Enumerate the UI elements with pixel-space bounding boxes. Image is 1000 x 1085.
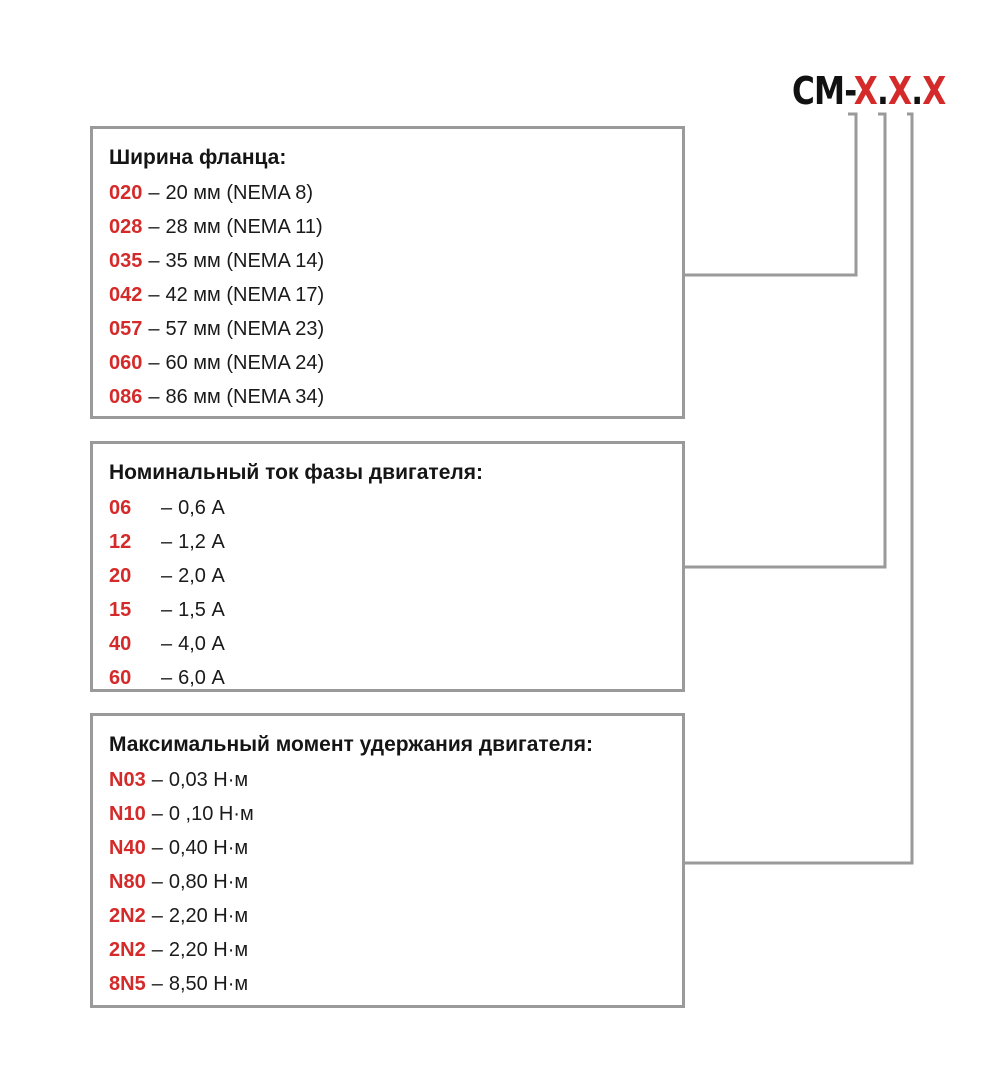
model-code (792, 69, 946, 113)
model-code-dot-2: . (911, 69, 923, 113)
model-code-var-torque: X (922, 69, 946, 113)
holding-torque-item-separator: – (151, 837, 163, 859)
connector-torque (685, 114, 912, 863)
phase-current-item-separator: – (161, 565, 173, 587)
flange-width-item-code: 042 (109, 284, 143, 306)
holding-torque-item-separator: – (151, 905, 163, 927)
phase-current-item (109, 525, 666, 559)
phase-current-title: Номинальный ток фазы двигателя: (109, 461, 483, 484)
phase-current-item-separator: – (161, 531, 173, 553)
phase-current-list (109, 491, 666, 695)
phase-current-item-code: 60 (109, 667, 132, 689)
phase-current-item (109, 491, 666, 525)
flange-width-item-code: 020 (109, 182, 143, 204)
flange-width-item-description: 20 мм (NEMA 8) (165, 182, 314, 204)
holding-torque-item-description: 2,20 Н·м (168, 905, 249, 927)
flange-width-list (109, 176, 666, 414)
flange-width-box (90, 126, 685, 419)
holding-torque-item (109, 763, 666, 797)
phase-current-item-separator: – (161, 497, 173, 519)
holding-torque-item (109, 967, 666, 1001)
flange-width-item-separator: – (148, 182, 160, 204)
holding-torque-item (109, 797, 666, 831)
holding-torque-item (109, 831, 666, 865)
flange-width-item-separator: – (148, 216, 160, 238)
model-code-prefix: CM- (792, 69, 854, 113)
flange-width-item-code: 057 (109, 318, 143, 340)
flange-width-title: Ширина фланца: (109, 146, 287, 169)
flange-width-item-code: 060 (109, 352, 143, 374)
phase-current-item-separator: – (161, 599, 173, 621)
flange-width-item-description: 60 мм (NEMA 24) (165, 352, 325, 374)
flange-width-item-code: 035 (109, 250, 143, 272)
phase-current-item-code: 15 (109, 599, 132, 621)
phase-current-item-separator: – (161, 667, 173, 689)
phase-current-box (90, 441, 685, 692)
flange-width-item-separator: – (148, 284, 160, 306)
flange-width-item-description: 57 мм (NEMA 23) (165, 318, 325, 340)
holding-torque-item-description: 8,50 Н·м (168, 973, 249, 995)
holding-torque-item-code: 2N2 (109, 939, 146, 961)
model-code-var-flange: X (853, 69, 878, 113)
flange-width-item-code: 028 (109, 216, 143, 238)
holding-torque-list (109, 763, 666, 1001)
holding-torque-item-description: 0,80 Н·м (168, 871, 249, 893)
phase-current-item-code: 40 (109, 633, 132, 655)
holding-torque-item-description: 0,40 Н·м (168, 837, 249, 859)
flange-width-item-description: 42 мм (NEMA 17) (165, 284, 325, 306)
holding-torque-item (109, 933, 666, 967)
flange-width-item (109, 380, 666, 414)
holding-torque-title: Максимальный момент удержания двигателя: (109, 733, 593, 756)
phase-current-item-code: 06 (109, 497, 132, 519)
model-code-var-current: X (888, 69, 912, 113)
phase-current-item-description: 4,0 А (178, 633, 225, 655)
holding-torque-item-separator: – (151, 871, 163, 893)
holding-torque-item-description: 2,20 Н·м (168, 939, 249, 961)
holding-torque-item (109, 899, 666, 933)
flange-width-item-description: 35 мм (NEMA 14) (165, 250, 325, 272)
phase-current-item-description: 2,0 А (178, 565, 225, 587)
holding-torque-box (90, 713, 685, 1008)
holding-torque-item-code: N10 (109, 803, 146, 825)
flange-width-item-separator: – (148, 386, 160, 408)
phase-current-item-description: 1,2 А (178, 531, 225, 553)
flange-width-item (109, 210, 666, 244)
holding-torque-item-separator: – (151, 973, 163, 995)
phase-current-item (109, 627, 666, 661)
flange-width-item-description: 28 мм (NEMA 11) (165, 216, 323, 238)
phase-current-item-description: 1,5 А (178, 599, 225, 621)
flange-width-item-code: 086 (109, 386, 143, 408)
holding-torque-item-description: 0,03 Н·м (168, 769, 249, 791)
model-code-dot-1: . (877, 69, 889, 113)
flange-width-item-description: 86 мм (NEMA 34) (165, 386, 325, 408)
phase-current-item-separator: – (161, 633, 173, 655)
connector-flange (685, 114, 856, 275)
holding-torque-item-code: 8N5 (109, 973, 146, 995)
phase-current-item-description: 0,6 А (178, 497, 225, 519)
flange-width-item-separator: – (148, 250, 160, 272)
flange-width-item-separator: – (148, 318, 160, 340)
holding-torque-item-code: 2N2 (109, 905, 146, 927)
flange-width-item-separator: – (148, 352, 160, 374)
phase-current-item-code: 20 (109, 565, 132, 587)
holding-torque-item-separator: – (151, 803, 163, 825)
holding-torque-item (109, 865, 666, 899)
holding-torque-item-description: 0 ,10 Н·м (168, 803, 254, 825)
flange-width-item (109, 278, 666, 312)
holding-torque-item-code: N03 (109, 769, 146, 791)
phase-current-item (109, 559, 666, 593)
connector-current (685, 114, 885, 567)
flange-width-item (109, 176, 666, 210)
holding-torque-item-separator: – (151, 939, 163, 961)
phase-current-item (109, 593, 666, 627)
phase-current-item-code: 12 (109, 531, 132, 553)
holding-torque-item-code: N80 (109, 871, 146, 893)
holding-torque-item-code: N40 (109, 837, 146, 859)
holding-torque-item-separator: – (151, 769, 163, 791)
phase-current-item-description: 6,0 А (178, 667, 225, 689)
flange-width-item (109, 312, 666, 346)
flange-width-item (109, 244, 666, 278)
phase-current-item (109, 661, 666, 695)
flange-width-item (109, 346, 666, 380)
